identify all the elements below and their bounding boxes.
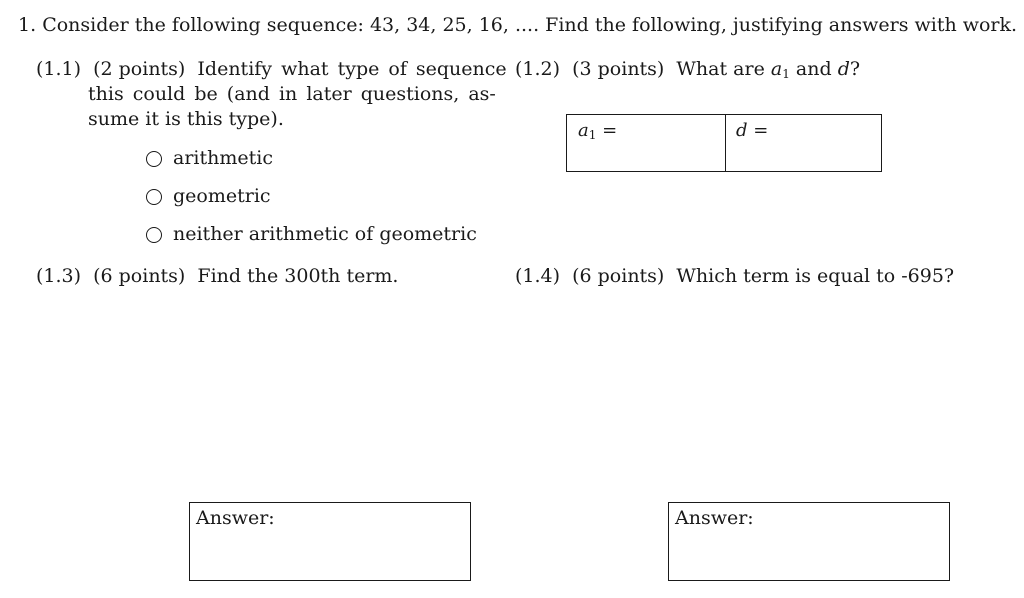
- variable-d: d: [837, 58, 850, 80]
- variable-a: $a_1$: [770, 58, 790, 81]
- radio-circle-icon[interactable]: [146, 227, 162, 243]
- question-1-1-line1: Identify what type of sequence: [197, 58, 507, 80]
- answer-label: Answer:: [196, 507, 275, 529]
- question-1-1-header: [36, 57, 507, 82]
- question-1-4-label: (1.4): [515, 265, 561, 287]
- option-arithmetic[interactable]: [146, 146, 273, 171]
- question-1-2-label: (1.2): [515, 58, 561, 80]
- option-neither[interactable]: [146, 222, 477, 247]
- question-1-1-line2: this could be (and in later questions, as-: [88, 83, 496, 105]
- question-1-3-label: (1.3): [36, 265, 82, 287]
- answer-box-1-4[interactable]: [668, 502, 950, 581]
- radio-circle-icon[interactable]: [146, 189, 162, 205]
- option-label: geometric: [173, 185, 271, 207]
- a1-d-answer-table: [566, 114, 882, 172]
- a1-cell-label: $a_1$ =: [578, 120, 618, 142]
- question-1-1-label: (1.1): [36, 58, 82, 80]
- question-1-3-points: (6 points): [93, 265, 186, 287]
- answer-label: Answer:: [675, 507, 754, 529]
- question-1-2-and: and: [795, 58, 832, 80]
- problem-number: 1.: [18, 14, 37, 36]
- question-1-3-text: Find the 300th term.: [197, 265, 399, 287]
- option-label: arithmetic: [173, 147, 273, 169]
- question-1-1-points: (2 points): [93, 58, 186, 80]
- question-1-2-text: What are: [676, 58, 765, 80]
- problem-text: Consider the following sequence: 43, 34, 25, 16, .... Find the following, justifying answers with work.: [42, 14, 1018, 36]
- d-answer-cell[interactable]: [725, 115, 881, 171]
- problem-statement: [18, 13, 1017, 38]
- question-1-2-points: (3 points): [572, 58, 665, 80]
- radio-circle-icon[interactable]: [146, 151, 162, 167]
- option-geometric[interactable]: [146, 184, 271, 209]
- question-1-3-header: [36, 264, 398, 289]
- answer-box-1-3[interactable]: [189, 502, 471, 581]
- question-1-4-text: Which term is equal to -695?: [676, 265, 955, 287]
- question-1-1-line3: sume it is this type).: [88, 108, 284, 130]
- question-1-4-points: (6 points): [572, 265, 665, 287]
- d-cell-label: d =: [736, 120, 769, 141]
- question-1-2-header: [515, 57, 860, 87]
- question-1-4-header: [515, 264, 954, 289]
- option-label: neither arithmetic of geometric: [173, 223, 477, 245]
- a1-answer-cell[interactable]: [567, 115, 725, 171]
- question-mark: ?: [849, 58, 861, 80]
